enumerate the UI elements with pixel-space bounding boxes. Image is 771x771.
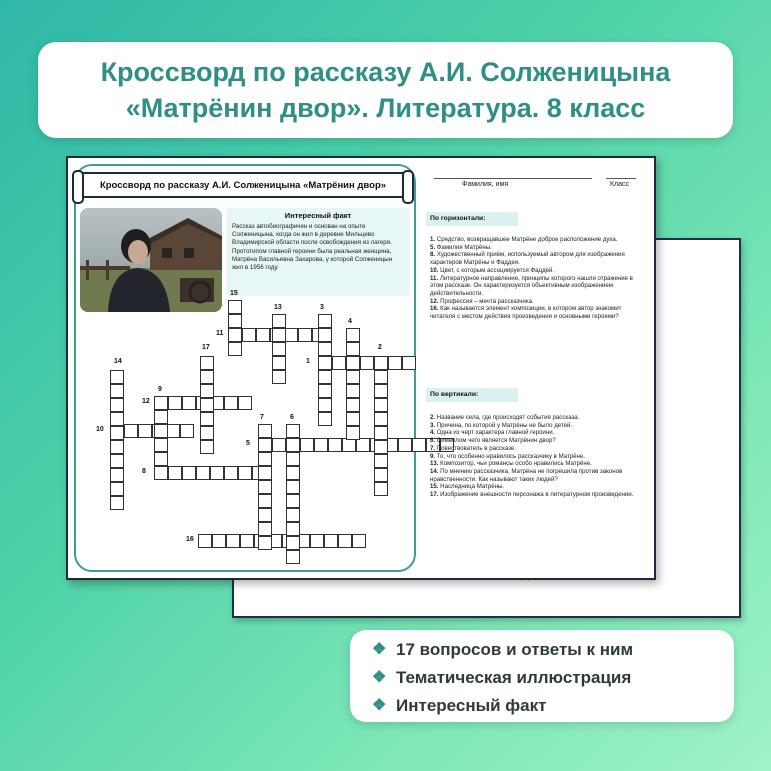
title-line-1: Кроссворд по рассказу А.И. Солженицына	[100, 57, 671, 87]
crossword-cell[interactable]	[240, 534, 254, 548]
crossword-cell[interactable]	[200, 426, 214, 440]
fact-title: Интересный факт	[284, 211, 352, 220]
crossword-cell[interactable]	[286, 522, 300, 536]
clue-number: 7	[260, 414, 264, 421]
feature-label: Интересный факт	[396, 696, 547, 715]
crossword-cell[interactable]	[256, 328, 270, 342]
vertical-clues	[430, 414, 642, 499]
crossword-cell[interactable]	[346, 370, 360, 384]
crossword-cell[interactable]	[286, 536, 300, 550]
crossword-cell[interactable]	[196, 466, 210, 480]
crossword-cell[interactable]	[110, 454, 124, 468]
crossword-cell[interactable]	[154, 466, 168, 480]
crossword-cell[interactable]	[318, 328, 332, 342]
clue-number: 1	[306, 358, 310, 365]
crossword-worksheet-page	[66, 156, 656, 580]
crossword-cell[interactable]	[286, 508, 300, 522]
crossword-cell[interactable]	[258, 508, 272, 522]
crossword-cell[interactable]	[338, 534, 352, 548]
crossword-cell[interactable]	[272, 342, 286, 356]
clue-item: 1. Средство, возвращавшее Матрёне доброе расположение духа.	[430, 236, 618, 243]
crossword-cell[interactable]	[352, 534, 366, 548]
crossword-cell[interactable]	[272, 328, 286, 342]
class-label: Класс	[610, 181, 630, 188]
crossword-cell[interactable]	[374, 468, 388, 482]
clue-item: 2. Название села, где происходят события рассказа.	[430, 414, 580, 421]
crossword-cell[interactable]	[298, 328, 312, 342]
crossword-cell[interactable]	[286, 438, 300, 452]
crossword-cell[interactable]	[286, 424, 300, 438]
crossword-cell[interactable]	[110, 384, 124, 398]
crossword-cell[interactable]	[110, 370, 124, 384]
worksheet-banner	[78, 172, 408, 198]
feature-item	[372, 636, 734, 664]
clue-item: 4. Одна из черт характера главной героини.	[430, 429, 555, 437]
crossword-cell[interactable]	[342, 438, 356, 452]
crossword-cell[interactable]	[374, 356, 388, 370]
horizontal-heading: По горизонтали:	[426, 212, 518, 226]
crossword-cell[interactable]	[238, 396, 252, 410]
crossword-cell[interactable]	[200, 440, 214, 454]
crossword-cell[interactable]	[310, 534, 324, 548]
crossword-cell[interactable]	[324, 534, 338, 548]
clue-item: 14. По мнению рассказчика, Матрёна не погрешила против законов нравственности. Как называют таких людей?	[430, 467, 623, 483]
crossword-cell[interactable]	[110, 412, 124, 426]
crossword-cell[interactable]	[228, 314, 242, 328]
clue-number: 10	[96, 426, 104, 433]
crossword-cell[interactable]	[258, 480, 272, 494]
name-line	[434, 178, 592, 179]
crossword-cell[interactable]	[374, 426, 388, 440]
title-line-2: «Матрёнин двор». Литература. 8 класс	[125, 93, 646, 123]
crossword-cell[interactable]	[318, 314, 332, 328]
crossword-cell[interactable]	[346, 426, 360, 440]
crossword-cell[interactable]	[286, 466, 300, 480]
crossword-cell[interactable]	[286, 480, 300, 494]
crossword-cell[interactable]	[168, 396, 182, 410]
crossword-cell[interactable]	[258, 438, 272, 452]
crossword-cell[interactable]	[166, 424, 180, 438]
crossword-cell[interactable]	[286, 452, 300, 466]
crossword-cell[interactable]	[360, 356, 374, 370]
clue-item: 12. Профессия – мечта рассказчика.	[430, 297, 534, 305]
clue-item: 5. Фамилия Матрёны.	[430, 243, 492, 251]
clue-number: 17	[202, 344, 210, 351]
crossword-cell[interactable]	[346, 384, 360, 398]
crossword-cell[interactable]	[200, 370, 214, 384]
fact-text: Рассказ автобиографичен и основан на опыте Солженицына, когда он жил в деревне Мильцево Владимирской области после освобождения из лагеря. Прототипом главной героини была реальная женщина, Матрёна Васильевна Захарова, у которой Солженицын жил в 1956 году.	[232, 223, 393, 272]
feature-item	[372, 664, 734, 692]
crossword-cell[interactable]	[154, 424, 168, 438]
crossword-cell[interactable]	[154, 410, 168, 424]
crossword-cell[interactable]	[374, 412, 388, 426]
clue-item: 16. Как называется элемент композиции, в котором автор знакомит читателя с местом действия произведения и основными героями?	[430, 305, 622, 321]
crossword-cell[interactable]	[356, 438, 370, 452]
clue-number: 14	[114, 358, 122, 365]
crossword-cell[interactable]	[110, 426, 124, 440]
class-line	[606, 178, 636, 179]
vertical-heading: По вертикали:	[426, 388, 518, 402]
crossword-cell[interactable]	[110, 398, 124, 412]
horizontal-clues	[430, 236, 642, 321]
name-label: Фамилия, имя	[462, 181, 509, 188]
crossword-cell[interactable]	[272, 314, 286, 328]
crossword-cell[interactable]	[374, 370, 388, 384]
crossword-cell[interactable]	[272, 438, 286, 452]
crossword-cell[interactable]	[226, 534, 240, 548]
crossword-cell[interactable]	[224, 466, 238, 480]
interesting-fact-box	[226, 208, 410, 296]
crossword-cell[interactable]	[154, 396, 168, 410]
crossword-cell[interactable]	[182, 396, 196, 410]
crossword-cell[interactable]	[318, 356, 332, 370]
clue-number: 11	[216, 330, 224, 337]
crossword-cell[interactable]	[224, 396, 238, 410]
crossword-cell[interactable]	[258, 466, 272, 480]
diamond-bullet-icon: ❖	[372, 669, 387, 686]
crossword-cell[interactable]	[200, 384, 214, 398]
clues-column	[422, 166, 644, 570]
crossword-cell[interactable]	[258, 424, 272, 438]
crossword-cell[interactable]	[328, 438, 342, 452]
crossword-cell[interactable]	[286, 550, 300, 564]
feature-label: Тематическая иллюстрация	[396, 668, 632, 687]
crossword-cell[interactable]	[258, 522, 272, 536]
crossword-cell[interactable]	[402, 356, 416, 370]
crossword-cell[interactable]	[388, 356, 402, 370]
clue-item: 9. То, что особенно нравилось рассказчику в Матрёне.	[430, 452, 585, 460]
clue-number: 5	[246, 440, 250, 447]
crossword-cell[interactable]	[154, 438, 168, 452]
diamond-bullet-icon: ❖	[372, 641, 387, 658]
clue-item: 6. Символом чего является Матрёнин двор?	[430, 437, 556, 445]
crossword-cell[interactable]	[242, 328, 256, 342]
clue-item: 10. Цвет, с которым ассоциируется Фаддей.	[430, 266, 555, 274]
crossword-cell[interactable]	[228, 328, 242, 342]
crossword-cell[interactable]	[168, 466, 182, 480]
old-woman-illustration	[80, 208, 222, 312]
crossword-cell[interactable]	[346, 356, 360, 370]
crossword-cell[interactable]	[228, 342, 242, 356]
crossword-cell[interactable]	[398, 438, 412, 452]
illustration-photo	[80, 208, 222, 312]
crossword-cell[interactable]	[200, 356, 214, 370]
crossword-cell[interactable]	[374, 454, 388, 468]
crossword-cell[interactable]	[238, 466, 252, 480]
features-box	[350, 630, 734, 722]
crossword-cell[interactable]	[258, 452, 272, 466]
crossword-cell[interactable]	[374, 482, 388, 496]
crossword-cell[interactable]	[198, 534, 212, 548]
crossword-cell[interactable]	[180, 424, 194, 438]
crossword-cell[interactable]	[182, 466, 196, 480]
feature-label: 17 вопросов и ответы к ним	[396, 640, 634, 659]
crossword-cell[interactable]	[138, 424, 152, 438]
crossword-cell[interactable]	[318, 342, 332, 356]
crossword-cell[interactable]	[212, 534, 226, 548]
clue-item: 13. Композитор, чьи романсы особо нравились Матрёне.	[430, 460, 592, 468]
crossword-cell[interactable]	[258, 536, 272, 550]
crossword-cell[interactable]	[228, 300, 242, 314]
clue-number: 16	[186, 536, 194, 543]
crossword-cell[interactable]	[272, 370, 286, 384]
crossword-cell[interactable]	[346, 398, 360, 412]
crossword-cell[interactable]	[374, 440, 388, 454]
crossword-cell[interactable]	[300, 438, 314, 452]
feature-item	[372, 692, 734, 720]
crossword-cell[interactable]	[286, 494, 300, 508]
crossword-cell[interactable]	[318, 412, 332, 426]
crossword-cell[interactable]	[318, 398, 332, 412]
diamond-bullet-icon: ❖	[372, 697, 387, 714]
crossword-cell[interactable]	[332, 356, 346, 370]
crossword-cell[interactable]	[200, 398, 214, 412]
crossword-cell[interactable]	[200, 412, 214, 426]
crossword-cell[interactable]	[314, 438, 328, 452]
crossword-cell[interactable]	[346, 342, 360, 356]
crossword-cell[interactable]	[154, 452, 168, 466]
clue-number: 8	[142, 468, 146, 475]
crossword-cell[interactable]	[346, 328, 360, 342]
crossword-cell[interactable]	[284, 328, 298, 342]
clue-number: 15	[230, 290, 238, 297]
crossword-cell[interactable]	[346, 412, 360, 426]
crossword-cell[interactable]	[374, 398, 388, 412]
crossword-cell[interactable]	[272, 356, 286, 370]
clue-number: 13	[274, 304, 282, 311]
clue-number: 6	[290, 414, 294, 421]
crossword-cell[interactable]	[110, 468, 124, 482]
crossword-cell[interactable]	[210, 466, 224, 480]
crossword-cell[interactable]	[110, 440, 124, 454]
clue-item: 3. Причина, по которой у Матрёны не было детей.	[430, 421, 573, 429]
clue-number: 4	[348, 318, 352, 325]
clue-item: 8. Художественный приём, используемый автором для изображения характеров Матрёны и Фаддея.	[430, 251, 625, 267]
crossword-cell[interactable]	[110, 496, 124, 510]
crossword-cell[interactable]	[374, 384, 388, 398]
clue-number: 2	[378, 344, 382, 351]
clue-number: 3	[320, 304, 324, 311]
crossword-cell[interactable]	[124, 424, 138, 438]
clue-number: 9	[158, 386, 162, 393]
clue-item: 15. Наследница Матрёны.	[430, 483, 505, 491]
clue-item: 7. Повествователь в рассказе.	[430, 444, 516, 452]
worksheet-banner-text: Кроссворд по рассказу А.И. Солженицына «Матрёнин двор»	[99, 179, 387, 191]
clue-item: 17. Изображение внешности персонажа в литературном произведении.	[430, 491, 634, 499]
title-banner	[38, 42, 733, 138]
clue-item: 11. Литературное направление, принципы которого нашли отражение в этом рассказе. Он характеризуется объективным изображением действительности.	[430, 274, 633, 297]
clue-number: 12	[142, 398, 150, 405]
crossword-cell[interactable]	[258, 494, 272, 508]
crossword-cell[interactable]	[318, 384, 332, 398]
crossword-cell[interactable]	[110, 482, 124, 496]
crossword-cell[interactable]	[318, 370, 332, 384]
